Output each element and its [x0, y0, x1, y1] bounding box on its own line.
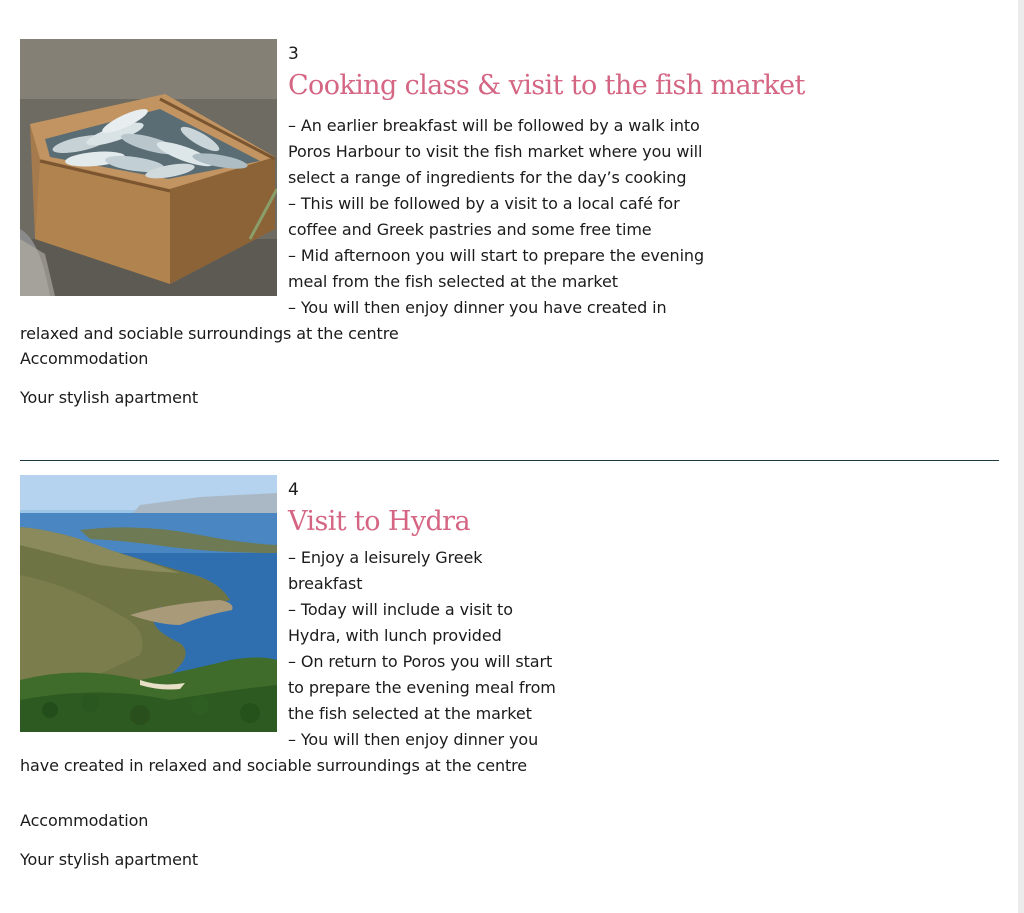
scrollbar-track[interactable]	[1018, 0, 1024, 913]
accommodation-value: Your stylish apartment	[20, 850, 199, 869]
day-title: Visit to Hydra	[288, 506, 470, 537]
fish-crate-photo	[20, 39, 277, 296]
itinerary-day-3	[20, 39, 1000, 347]
description-text: – An earlier breakfast will be followed by a walk into Poros Harbour to visit the fish market where you will select a range of ingredients for the day’s cooking – This will be followed by a visit to a local café for coffee and Greek pastries and some free time – Mid afternoon you will start to prepare the evening meal from the fish selected at the market – You will then enjoy dinner you have created in relaxed and sociable surroundings at the centre	[20, 116, 705, 343]
accommodation-label: Accommodation	[20, 811, 149, 830]
description-text: – Enjoy a leisurely Greek breakfast – Today will include a visit to Hydra, with lunch provided – On return to Poros you will start to prepare the evening meal from the fish selected at the market – You will then enjoy dinner you have created in relaxed and sociable surroundings at the centre	[20, 548, 556, 775]
accommodation-label: Accommodation	[20, 349, 149, 368]
day-title: Cooking class & visit to the fish market	[288, 70, 805, 101]
day-number: 4	[288, 480, 299, 500]
itinerary-day-4	[20, 475, 1000, 779]
hydra-coast-photo	[20, 475, 277, 732]
section-divider	[20, 460, 999, 461]
accommodation-value: Your stylish apartment	[20, 388, 199, 407]
day-number: 3	[288, 44, 299, 64]
